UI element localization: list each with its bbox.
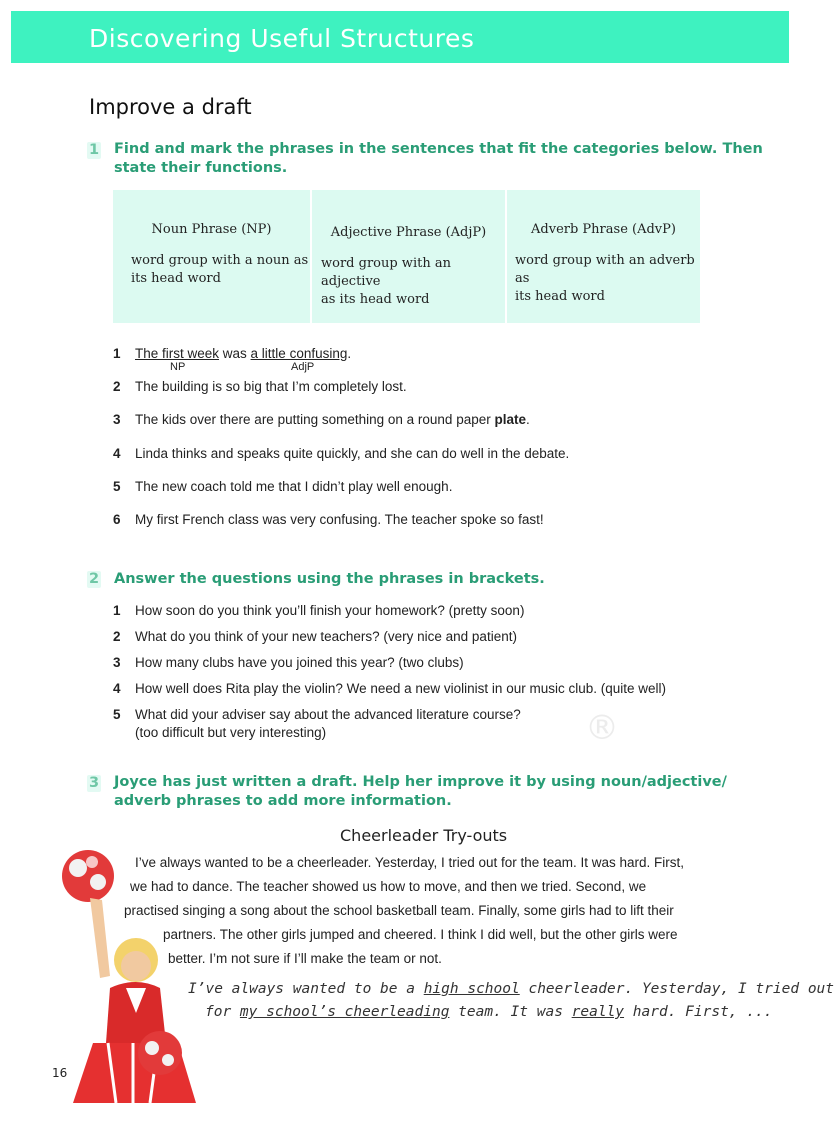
pompom-bottom-icon [138, 1031, 182, 1075]
page-number: 16 [52, 1066, 68, 1080]
task1-instruction [114, 140, 763, 178]
task1-instruction-line2: state their functions. [114, 160, 288, 176]
np-tag: NP [170, 361, 186, 373]
added-phrase: my school’s cheerleading [239, 1004, 450, 1020]
task3-instruction-line2: adverb phrases to add more information. [114, 793, 452, 809]
phrase-category-table [113, 190, 700, 323]
table-cell-np [113, 190, 310, 323]
table-desc: word group with an adverb as its head word [515, 253, 695, 304]
registered-watermark: ® [585, 708, 619, 748]
table-desc: word group with a noun as its head word [131, 253, 309, 286]
section-title: Improve a draft [89, 95, 252, 119]
task-number-2: 2 [88, 571, 100, 587]
adjp-tag: AdjP [291, 361, 315, 373]
task-number-3: 3 [88, 775, 100, 791]
revision-line-1: I’ve always wanted to be a high school cheerleader. Yesterday, I tried out [188, 981, 834, 997]
page-header-title: Discovering Useful Structures [89, 24, 475, 53]
np-phrase: The first week [135, 346, 220, 361]
story-line: I’ve always wanted to be a cheerleader. Yesterday, I tried out for the team. It was hard. First, [135, 855, 685, 870]
adjp-phrase: a little confusing [250, 346, 348, 361]
table-cell-advp [507, 190, 700, 323]
pompom-top-icon [62, 850, 114, 902]
task1-instruction-line1: Find and mark the phrases in the sentences that fit the categories below. Then [114, 141, 763, 157]
table-cell-adjp [312, 190, 505, 323]
story-line: partners. The other girls jumped and cheered. I think I did well, but the other girls were [163, 927, 678, 942]
task2-instruction: Answer the questions using the phrases in brackets. [114, 571, 545, 587]
revision-line-2: for my school’s cheerleading team. It was really hard. First, ... [205, 1004, 773, 1020]
table-head: Adverb Phrase (AdvP) [531, 222, 676, 237]
task3-instruction-line1: Joyce has just written a draft. Help her improve it by using noun/adjective/ [114, 774, 727, 790]
list-item-continuation: (too difficult but very interesting) [135, 725, 327, 740]
story-line: we had to dance. The teacher showed us how to move, and then we tried. Second, we [130, 879, 647, 894]
table-desc: word group with an adjective as its head word [321, 256, 451, 307]
story-line: better. I’m not sure if I’ll make the team or not. [168, 951, 442, 966]
header-banner [11, 11, 789, 63]
story-title: Cheerleader Try-outs [340, 826, 508, 845]
added-phrase: really [571, 1004, 625, 1020]
table-head: Adjective Phrase (AdjP) [330, 225, 487, 240]
cheerleader-illustration-icon [48, 848, 208, 1113]
task-number-1: 1 [88, 142, 100, 158]
task3-instruction [114, 773, 727, 811]
story-line: practised singing a song about the school basketball team. Finally, some girls had to lift their [124, 903, 674, 918]
table-head: Noun Phrase (NP) [151, 222, 272, 237]
added-phrase: high school [423, 981, 520, 997]
